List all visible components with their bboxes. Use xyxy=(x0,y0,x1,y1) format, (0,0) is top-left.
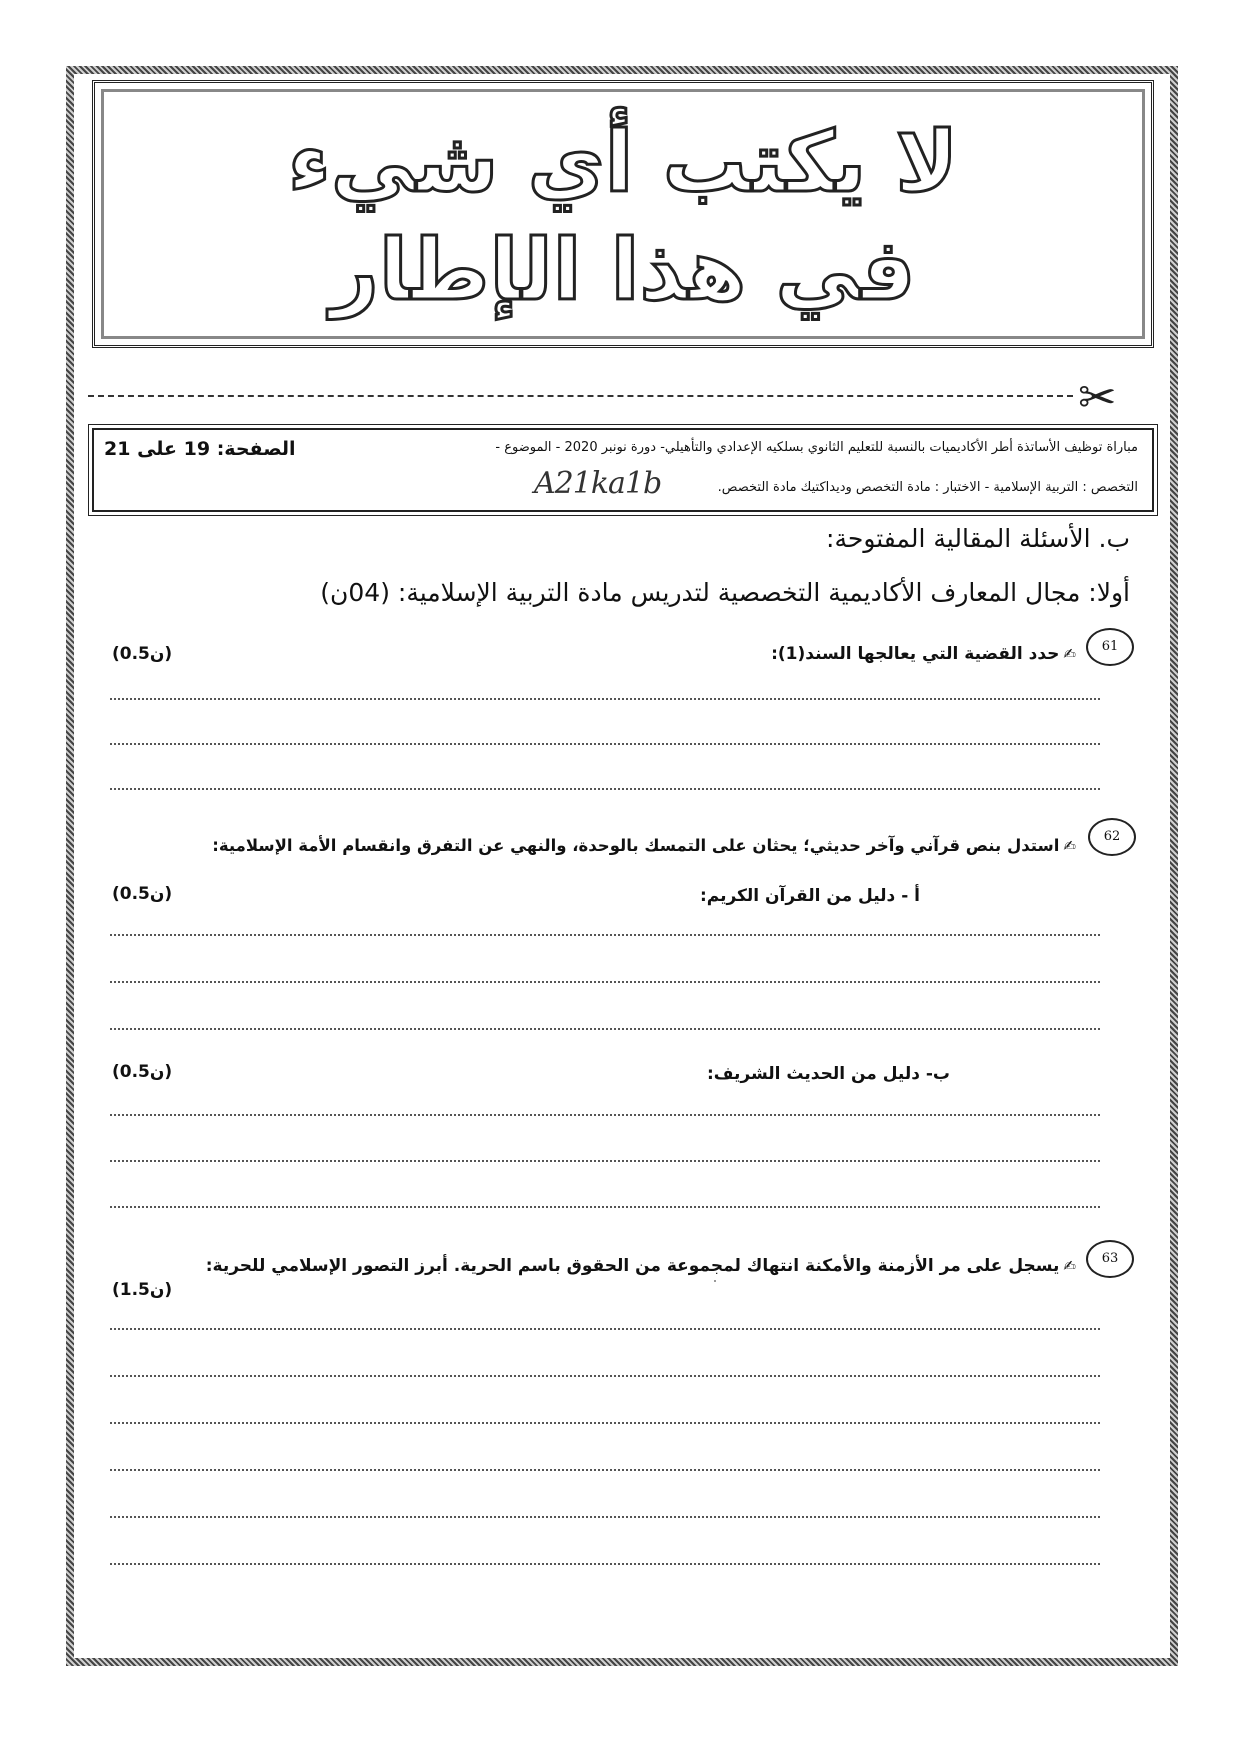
exam-title: مباراة توظيف الأساتذة أطر الأكاديميات بالنسبة للتعليم الثانوي بسلكيه الإعدادي والتأهيلي- دورة نونبر 2020 - الموضوع - xyxy=(495,440,1138,455)
answer-line[interactable] xyxy=(110,1516,1100,1518)
section-heading: ب. الأسئلة المقالية المفتوحة: xyxy=(826,524,1130,553)
question-number-63: 63 xyxy=(1086,1240,1134,1278)
question-62a-points: (0.5ن) xyxy=(112,884,173,904)
answer-line[interactable] xyxy=(110,1422,1100,1424)
do-not-write-box xyxy=(92,80,1154,348)
answer-line[interactable] xyxy=(110,1563,1100,1565)
question-63-label: يسجل على مر الأزمنة والأمكنة انتهاك لمجموعة من الحقوق باسم الحرية. أبرز التصور الإسلامي للحرية: xyxy=(205,1256,1060,1276)
question-number-62: 62 xyxy=(1088,818,1136,856)
handwritten-code: A21ka1b xyxy=(534,466,662,501)
stray-mark xyxy=(714,1280,716,1282)
answer-line[interactable] xyxy=(110,788,1100,790)
do-not-write-line-1: لا يكتب أي شيء xyxy=(287,113,959,211)
answer-line[interactable] xyxy=(110,743,1100,745)
question-62b-text: ب- دليل من الحديث الشريف: xyxy=(706,1064,950,1084)
answer-line[interactable] xyxy=(110,1206,1100,1208)
question-61-label: حدد القضية التي يعالجها السند(1): xyxy=(771,644,1060,664)
pencil-icon: ✍ xyxy=(1063,837,1076,855)
question-63-text xyxy=(206,1256,1076,1276)
exam-header xyxy=(92,428,1154,512)
answer-line[interactable] xyxy=(110,1328,1100,1330)
question-number-61: 61 xyxy=(1086,628,1134,666)
scissors-icon: ✂ xyxy=(1078,370,1117,424)
pencil-icon: ✍ xyxy=(1063,1257,1076,1275)
answer-line[interactable] xyxy=(110,981,1100,983)
subsection-heading: أولا: مجال المعارف الأكاديمية التخصصية لتدريس مادة التربية الإسلامية: (04ن) xyxy=(320,578,1130,607)
page-number: الصفحة: 19 على 21 xyxy=(104,438,296,460)
answer-line[interactable] xyxy=(110,1375,1100,1377)
answer-line[interactable] xyxy=(110,1028,1100,1030)
question-62-label: استدل بنص قرآني وآخر حديثي؛ يحثان على التمسك بالوحدة، والنهي عن التفرق وانقسام الأمة الإسلامية: xyxy=(212,836,1060,855)
question-61-text xyxy=(771,644,1076,664)
answer-line[interactable] xyxy=(110,1114,1100,1116)
pencil-icon: ✍ xyxy=(1063,645,1076,663)
question-62b-points: (0.5ن) xyxy=(112,1062,173,1082)
answer-line[interactable] xyxy=(110,698,1100,700)
question-62-text xyxy=(212,836,1076,855)
question-63-points: (1.5ن) xyxy=(112,1280,173,1300)
exam-subject: التخصص : التربية الإسلامية - الاختبار : مادة التخصص وديداكتيك مادة التخصص. xyxy=(717,480,1138,495)
question-62a-text: أ - دليل من القرآن الكريم: xyxy=(699,886,920,906)
question-61-points: (0.5ن) xyxy=(112,644,173,664)
answer-line[interactable] xyxy=(110,934,1100,936)
answer-line[interactable] xyxy=(110,1160,1100,1162)
answer-line[interactable] xyxy=(110,1469,1100,1471)
cut-line xyxy=(88,395,1073,397)
do-not-write-line-2: في هذا الإطار xyxy=(330,221,916,319)
